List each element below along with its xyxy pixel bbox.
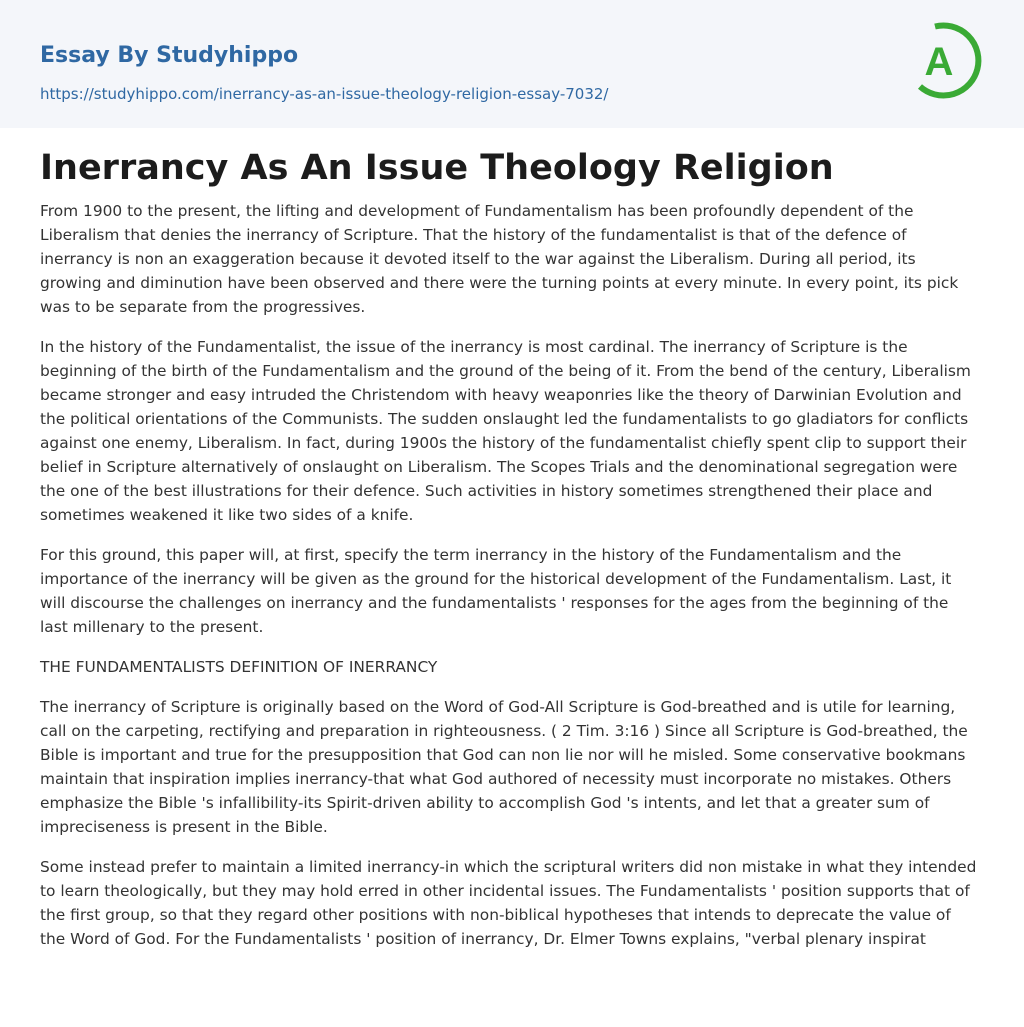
studyhippo-logo-icon[interactable] [912,19,986,105]
essay-title: Inerrancy As An Issue Theology Religion [40,148,834,188]
logo-letter: A [924,40,954,84]
essay-url-link[interactable]: https://studyhippo.com/inerrancy-as-an-issue-theology-religion-essay-7032/ [40,85,609,103]
site-header [0,0,1024,128]
essay-paragraph-5: Some instead prefer to maintain a limited inerrancy-in which the scriptural writers did non mistake in what they intended to learn theologically, but they may hold erred in other incidental issues. The Fundamentalists ' position supports that of the first group, so that they regard other positions with non-biblical hypotheses that intends to deprecate the value of the Word of God. For the Fundamentalists ' position of inerrancy, Dr. Elmer Towns explains, "verbal plenary inspirat [40,858,977,948]
article [40,146,980,967]
essay-paragraph-3: For this ground, this paper will, at first, specify the term inerrancy in the history of the Fundamentalism and the importance of the inerrancy will be given as the ground for the historical development of the Fundamentalism. Last, it will discourse the challenges on inerrancy and the fundamentalists ' responses for the ages from the beginning of the last millenary to the present. [40,546,952,636]
section-heading: THE FUNDAMENTALISTS DEFINITION OF INERRANCY [40,658,438,676]
essay-paragraph-2: In the history of the Fundamentalist, the issue of the inerrancy is most cardinal. The inerrancy of Scripture is the beginning of the birth of the Fundamentalism and the ground of the being of it. From the bend of the century, Liberalism became stronger and easy intruded the Christendom with heavy weaponries like the theory of Darwinian Evolution and the political orientations of the Communists. The sudden onslaught led the fundamentalists to go gladiators for conflicts against one enemy, Liberalism. In fact, during 1900s the history of the fundamentalist chiefly spent clip to support their belief in Scripture alternatively of onslaught on Liberalism. The Scopes Trials and the denominational segregation were the one of the best illustrations for their defence. Such activities in history sometimes strengthened their place and sometimes weakened it like two sides of a knife. [40,338,971,524]
essay-paragraph-1: From 1900 to the present, the lifting and development of Fundamentalism has been profoundly dependent of the Liberalism that denies the inerrancy of Scripture. That the history of the fundamentalist is that of the defence of inerrancy is non an exaggeration because it devoted itself to the war against the Liberalism. During all period, its growing and diminution have been observed and there were the turning points at every minute. In every point, its pick was to be separate from the progressives. [40,202,959,316]
site-brand[interactable]: Essay By Studyhippo [40,43,299,68]
essay-paragraph-4: The inerrancy of Scripture is originally based on the Word of God-All Scripture is God-breathed and is utile for learning, call on the carpeting, rectifying and preparation in righteousness. ( 2 Tim. 3:16 ) Since all Scripture is God-breathed, the Bible is important and true for the presupposition that God can non lie nor will he misled. Some conservative bookmans maintain that inspiration implies inerrancy-that what God authored of necessity must incorporate no mistakes. Others emphasize the Bible 's infallibility-its Spirit-driven ability to accomplish God 's intents, and let that a greater sum of impreciseness is present in the Bible. [40,698,968,836]
